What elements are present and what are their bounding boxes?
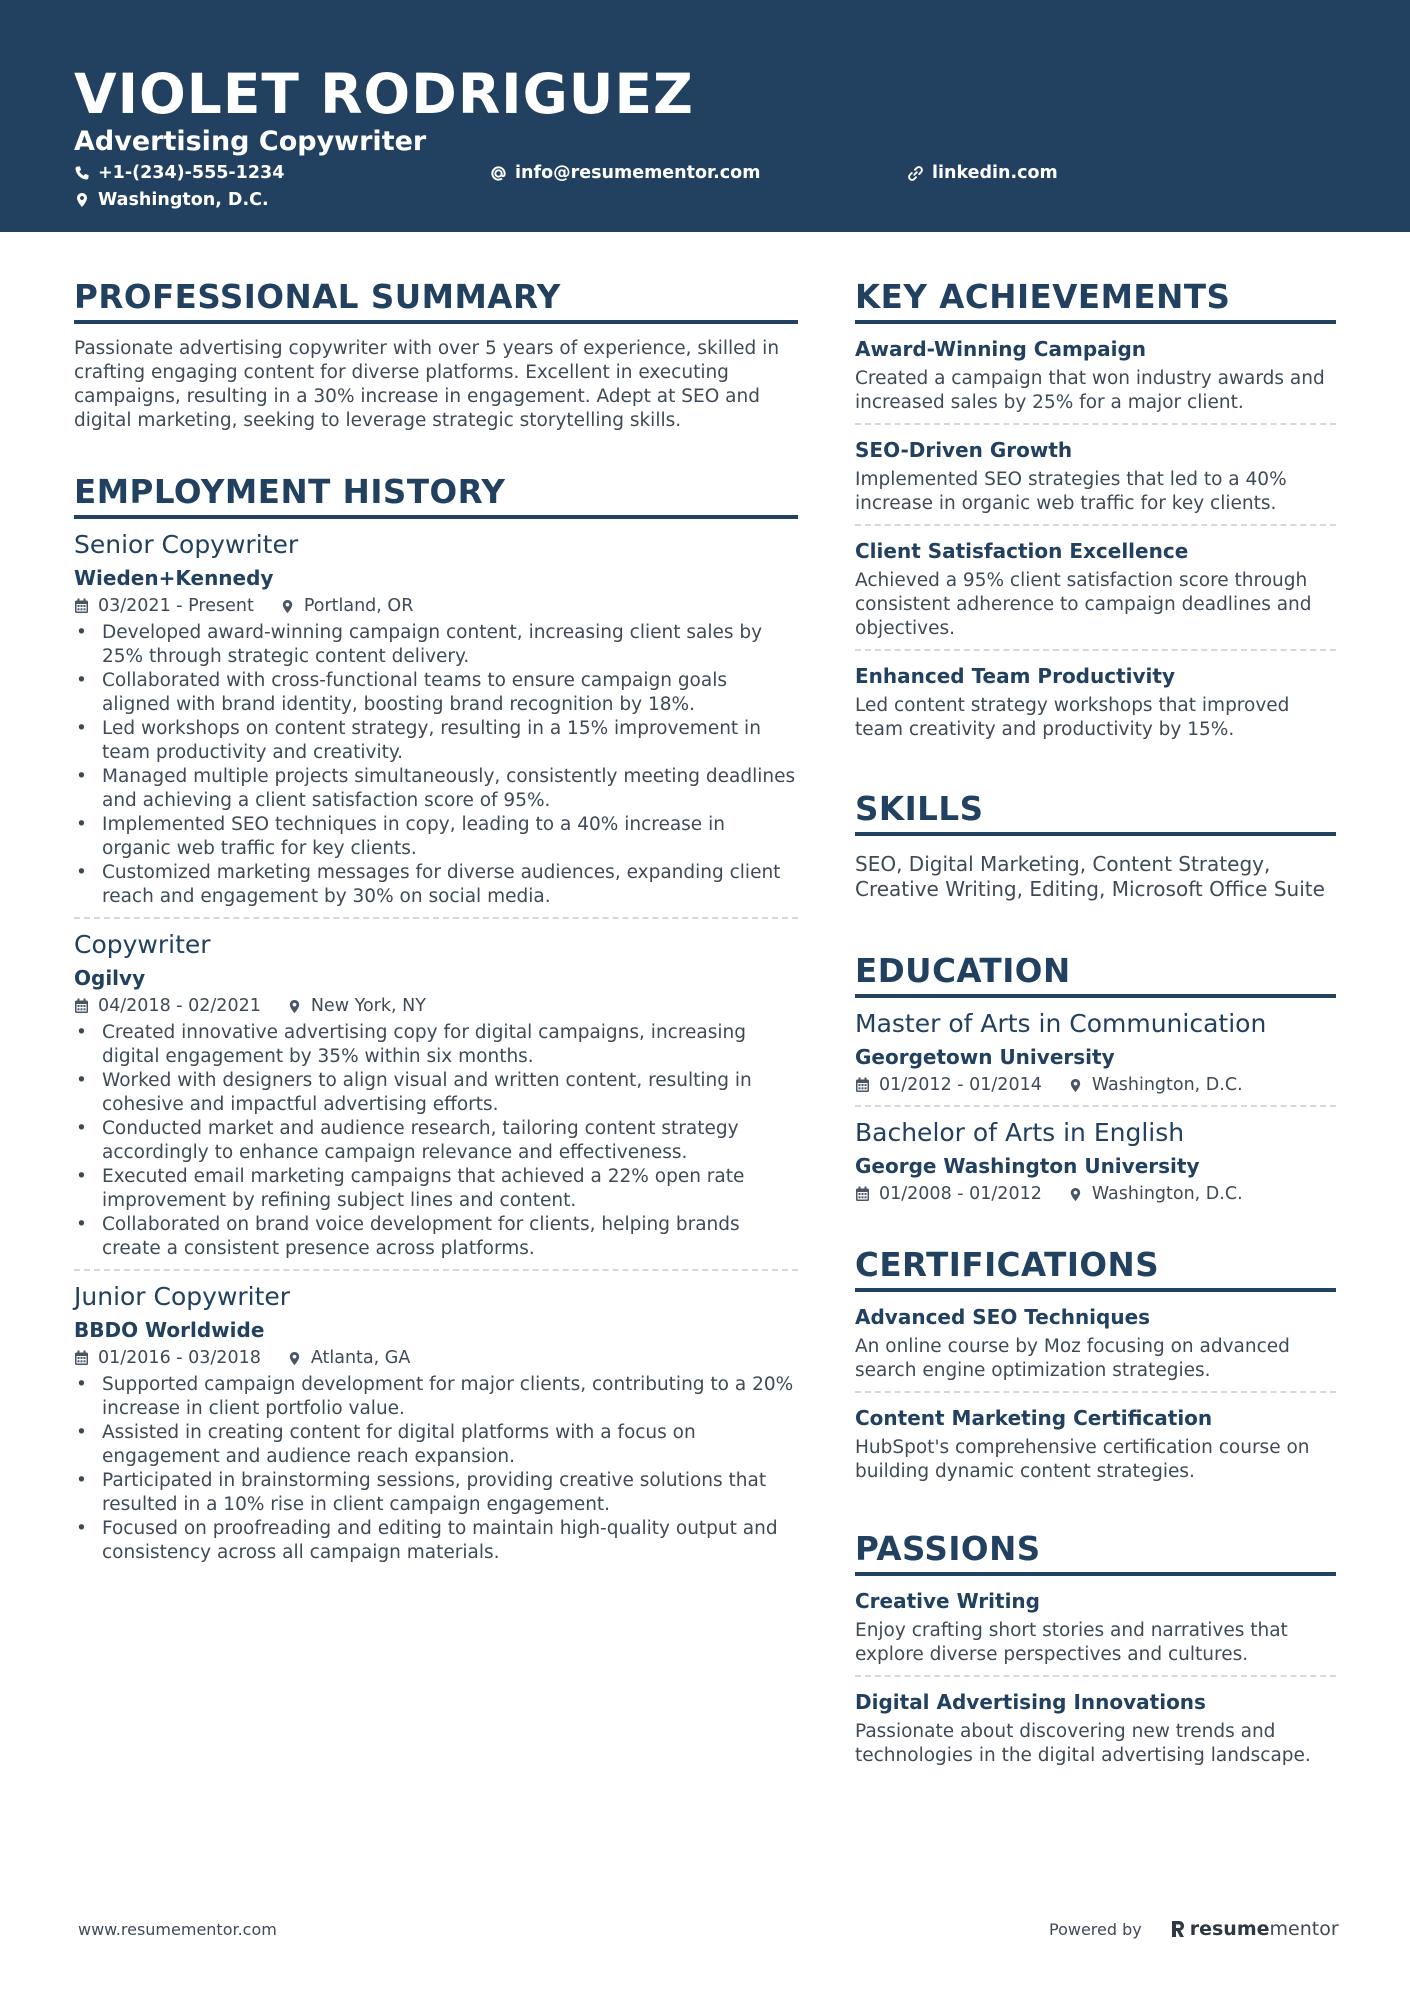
professional-summary-section xyxy=(74,276,798,433)
education-location: Washington, D.C. xyxy=(1091,1184,1243,1204)
location-pin-icon xyxy=(287,998,302,1015)
at-icon xyxy=(490,165,507,182)
job-entry xyxy=(74,919,798,1271)
degree-title: Bachelor of Arts in English xyxy=(855,1118,1185,1147)
location-pin-icon xyxy=(280,598,295,615)
education-dates: 01/2012 - 01/2014 xyxy=(879,1075,1042,1095)
calendar-icon xyxy=(855,1077,870,1093)
job-meta xyxy=(74,594,798,618)
job-meta xyxy=(74,994,798,1018)
achievement-desc: Led content strategy workshops that improved team creativity and productivity by 15%. xyxy=(855,695,1290,740)
bullet-item: • Implemented SEO techniques in copy, leading to a 40% increase in organic web traffic for key clients. xyxy=(74,813,798,861)
certification-desc: An online course by Moz focusing on advanced search engine optimization strategies. xyxy=(855,1336,1290,1381)
brand-bold: resume xyxy=(1189,1918,1270,1940)
certification-desc: HubSpot's comprehensive certification course on building dynamic content strategies. xyxy=(855,1437,1310,1482)
resumementor-logo-icon xyxy=(1170,1919,1186,1939)
section-title: PROFESSIONAL SUMMARY xyxy=(74,276,798,324)
job-title: Copywriter xyxy=(74,930,211,959)
job-dates: 04/2018 - 02/2021 xyxy=(98,996,261,1016)
achievement-item xyxy=(855,425,1336,526)
contact-phone xyxy=(74,162,284,184)
education-meta xyxy=(855,1073,1336,1097)
powered-by-label: Powered by xyxy=(1049,1919,1142,1939)
bullet-item: • Led workshops on content strategy, resulting in a 15% improvement in team productivity and creativity. xyxy=(74,717,798,765)
achievement-title: Award-Winning Campaign xyxy=(855,337,1147,361)
candidate-role: Advertising Copywriter xyxy=(74,126,427,157)
job-entry xyxy=(74,1271,798,1573)
certification-title: Advanced SEO Techniques xyxy=(855,1305,1151,1329)
certification-item xyxy=(855,1393,1336,1492)
key-achievements-section xyxy=(855,276,1336,750)
bullet-item: • Collaborated with cross-functional teams to ensure campaign goals aligned with brand identity, boosting brand recognition by 18%. xyxy=(74,669,798,717)
footer-powered-by xyxy=(1049,1918,1339,1940)
bullet-item: • Focused on proofreading and editing to maintain high-quality output and consistency across all campaign materials. xyxy=(74,1517,798,1565)
phone-icon xyxy=(74,165,90,181)
job-location: New York, NY xyxy=(310,996,426,1016)
contact-location xyxy=(74,189,269,211)
bullet-item: • Supported campaign development for major clients, contributing to a 20% increase in client portfolio value. xyxy=(74,1373,798,1421)
job-bullets xyxy=(74,1021,798,1261)
linkedin-link[interactable]: linkedin.com xyxy=(932,163,1058,183)
job-location: Atlanta, GA xyxy=(310,1348,411,1368)
phone-number[interactable]: +1-(234)-555-1234 xyxy=(98,163,285,183)
job-bullets xyxy=(74,621,798,909)
job-entry xyxy=(74,519,798,919)
candidate-name: VIOLET RODRIGUEZ xyxy=(74,62,694,126)
bullet-item: • Created innovative advertising copy for digital campaigns, increasing digital engagement by 35% within six months. xyxy=(74,1021,798,1069)
school-name: George Washington University xyxy=(855,1154,1200,1178)
company-name: Ogilvy xyxy=(74,966,146,990)
bullet-item: • Conducted market and audience research, tailoring content strategy accordingly to enhance campaign relevance and effectiveness. xyxy=(74,1117,798,1165)
achievement-desc: Achieved a 95% client satisfaction score through consistent adherence to campaign deadlines and objectives. xyxy=(855,570,1312,639)
education-dates: 01/2008 - 01/2012 xyxy=(879,1184,1042,1204)
job-title: Junior Copywriter xyxy=(74,1282,291,1311)
certification-title: Content Marketing Certification xyxy=(855,1406,1213,1430)
job-title: Senior Copywriter xyxy=(74,530,299,559)
section-title: SKILLS xyxy=(855,788,1336,836)
achievement-desc: Implemented SEO strategies that led to a 40% increase in organic web traffic for key clients. xyxy=(855,469,1287,514)
contact-linkedin xyxy=(907,162,1058,184)
section-title: PASSIONS xyxy=(855,1528,1336,1576)
location-pin-icon xyxy=(74,192,90,208)
job-meta xyxy=(74,1346,798,1370)
skills-list: SEO, Digital Marketing, Content Strategy, Creative Writing, Editing, Microsoft Office Suite xyxy=(855,852,1325,901)
section-title: EDUCATION xyxy=(855,950,1336,998)
brand-logo[interactable] xyxy=(1170,1918,1339,1940)
achievement-item xyxy=(855,324,1336,425)
job-dates: 01/2016 - 03/2018 xyxy=(98,1348,261,1368)
skills-section xyxy=(855,788,1336,902)
certifications-section xyxy=(855,1244,1336,1492)
achievement-title: Enhanced Team Productivity xyxy=(855,664,1175,688)
achievement-desc: Created a campaign that won industry awards and increased sales by 25% for a major client. xyxy=(855,368,1325,413)
employment-history-section xyxy=(74,471,798,1573)
job-location: Portland, OR xyxy=(303,596,414,616)
achievement-item xyxy=(855,651,1336,750)
education-meta xyxy=(855,1182,1336,1206)
company-name: BBDO Worldwide xyxy=(74,1318,265,1342)
bullet-item: • Executed email marketing campaigns that achieved a 22% open rate improvement by refining subject lines and content. xyxy=(74,1165,798,1213)
degree-title: Master of Arts in Communication xyxy=(855,1009,1267,1038)
passions-section xyxy=(855,1528,1336,1776)
bullet-item: • Customized marketing messages for diverse audiences, expanding client reach and engagement by 30% on social media. xyxy=(74,861,798,909)
bullet-item: • Collaborated on brand voice development for clients, helping brands create a consistent presence across platforms. xyxy=(74,1213,798,1261)
job-bullets xyxy=(74,1373,798,1565)
brand-light: mentor xyxy=(1269,1918,1339,1940)
passion-title: Digital Advertising Innovations xyxy=(855,1690,1206,1714)
education-item xyxy=(855,1107,1336,1214)
resume-header xyxy=(0,0,1410,232)
education-location: Washington, D.C. xyxy=(1091,1075,1243,1095)
footer-website[interactable]: www.resumementor.com xyxy=(78,1920,277,1939)
section-title: KEY ACHIEVEMENTS xyxy=(855,276,1336,324)
passion-item xyxy=(855,1677,1336,1776)
calendar-icon xyxy=(74,1350,89,1366)
location-pin-icon xyxy=(287,1350,302,1367)
passion-desc: Enjoy crafting short stories and narratives that explore diverse perspectives and cultures. xyxy=(855,1620,1288,1665)
passion-item xyxy=(855,1576,1336,1677)
right-column xyxy=(855,276,1336,1776)
education-section xyxy=(855,950,1336,1214)
left-column xyxy=(74,276,798,1573)
calendar-icon xyxy=(74,598,89,614)
bullet-item: • Developed award-winning campaign content, increasing client sales by 25% through strategic content delivery. xyxy=(74,621,798,669)
education-item xyxy=(855,998,1336,1107)
achievement-title: Client Satisfaction Excellence xyxy=(855,539,1189,563)
bullet-item: • Managed multiple projects simultaneously, consistently meeting deadlines and achieving a client satisfaction score of 95%. xyxy=(74,765,798,813)
job-dates: 03/2021 - Present xyxy=(98,596,254,616)
calendar-icon xyxy=(74,998,89,1014)
passion-desc: Passionate about discovering new trends and technologies in the digital advertising landscape. xyxy=(855,1721,1311,1766)
location-pin-icon xyxy=(1068,1077,1083,1094)
bullet-item: • Assisted in creating content for digital platforms with a focus on engagement and audience reach expansion. xyxy=(74,1421,798,1469)
summary-text: Passionate advertising copywriter with over 5 years of experience, skilled in crafting engaging content for diverse platforms. Excellent in executing campaigns, resulting in a 30% increase in engagement. Adept at SEO and digital marketing, seeking to leverage strategic storytelling skills. xyxy=(74,338,780,431)
location-pin-icon xyxy=(1068,1186,1083,1203)
bullet-item: • Worked with designers to align visual and written content, resulting in cohesive and impactful advertising efforts. xyxy=(74,1069,798,1117)
link-icon xyxy=(907,165,924,182)
section-title: EMPLOYMENT HISTORY xyxy=(74,471,798,519)
passion-title: Creative Writing xyxy=(855,1589,1040,1613)
company-name: Wieden+Kennedy xyxy=(74,566,274,590)
email-address[interactable]: info@resumementor.com xyxy=(515,163,761,183)
achievement-item xyxy=(855,526,1336,651)
achievement-title: SEO-Driven Growth xyxy=(855,438,1073,462)
certification-item xyxy=(855,1292,1336,1393)
school-name: Georgetown University xyxy=(855,1045,1115,1069)
contact-email xyxy=(490,162,760,184)
bullet-item: • Participated in brainstorming sessions, providing creative solutions that resulted in a 10% rise in client campaign engagement. xyxy=(74,1469,798,1517)
calendar-icon xyxy=(855,1186,870,1202)
section-title: CERTIFICATIONS xyxy=(855,1244,1336,1292)
location-text: Washington, D.C. xyxy=(98,190,269,210)
